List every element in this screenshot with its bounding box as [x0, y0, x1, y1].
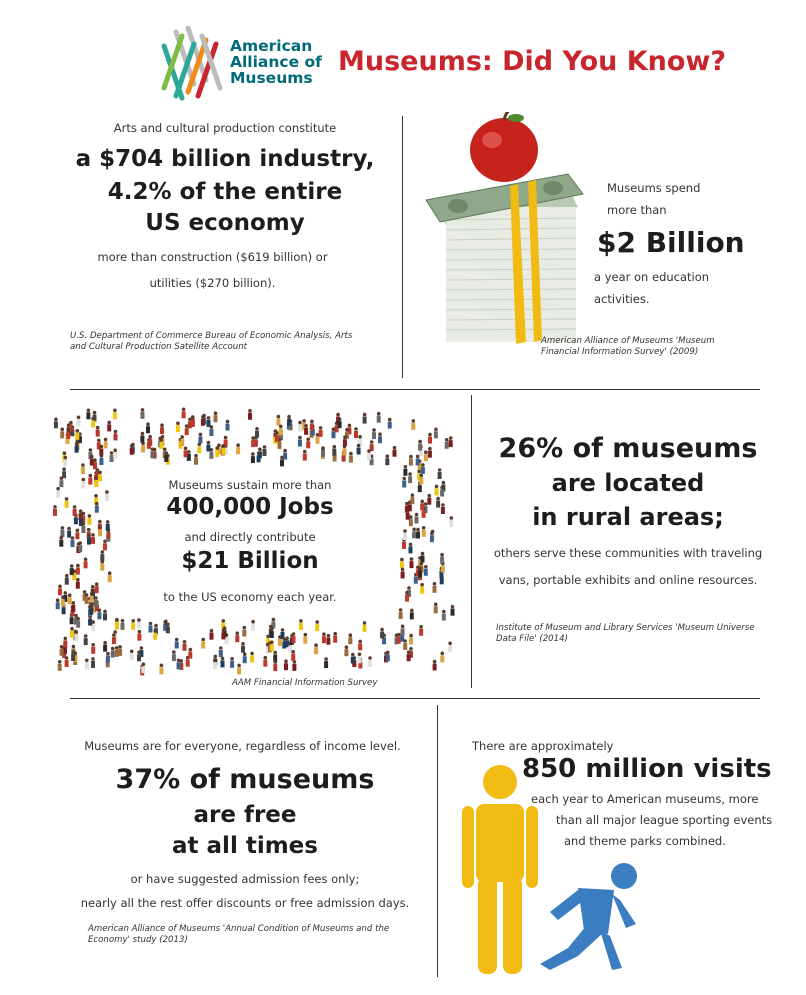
s5-citation	[88, 924, 389, 946]
s2-cite2: Financial Information Survey' (2009)	[541, 347, 699, 357]
s2-line1: Museums spend	[607, 181, 701, 195]
s6-intro: There are approximately	[472, 739, 614, 753]
s5-cite1: American Alliance of Museums 'Annual Condition of Museums and the	[88, 924, 390, 934]
s4-big2: are located	[551, 469, 705, 497]
org-line1: American	[230, 37, 313, 55]
s1-detail2: utilities ($270 billion).	[149, 276, 276, 290]
s3-line3: to the US economy each year.	[163, 590, 337, 604]
divider-v3	[437, 705, 438, 977]
s3-cite: AAM Financial Information Survey	[232, 678, 378, 688]
divider-h2	[70, 698, 760, 699]
page-title: Museums: Did You Know?	[338, 46, 727, 77]
divider-h1	[70, 389, 760, 390]
s4-line2: vans, portable exhibits and online resources.	[498, 573, 758, 587]
s3-big1: 400,000 Jobs	[166, 494, 334, 520]
money-stack-icon	[418, 112, 598, 352]
aam-logo-icon	[158, 26, 228, 102]
s1-big1: a $704 billion industry,	[75, 146, 375, 172]
s4-cite2: Data File' (2014)	[496, 634, 568, 644]
s2-line4: activities.	[594, 292, 650, 306]
s4-big3: in rural areas;	[532, 503, 724, 531]
org-line2: Alliance of	[230, 53, 322, 71]
org-line3: Museums	[230, 69, 313, 87]
org-name	[230, 38, 322, 86]
s1-big2: 4.2% of the entire	[107, 179, 343, 205]
s4-citation	[496, 623, 755, 645]
s1-cite1: U.S. Department of Commerce Bureau of Economic Analysis, Arts	[70, 331, 353, 341]
s5-big2: are free	[193, 802, 297, 828]
s1-big3: US economy	[145, 210, 305, 236]
s5-big1: 37% of museums	[115, 764, 375, 795]
s6-big: 850 million visits	[522, 754, 772, 784]
s3-big2: $21 Billion	[181, 548, 319, 574]
s6-line1: each year to American museums, more	[531, 792, 759, 806]
running-person-icon	[538, 860, 643, 972]
s2-line2: more than	[607, 203, 667, 217]
s1-detail1: more than construction ($619 billion) or	[97, 250, 328, 264]
s1-intro: Arts and cultural production constitute	[113, 121, 337, 135]
divider-v2	[471, 395, 472, 688]
s6-line2: than all major league sporting events	[556, 813, 773, 827]
s3-line1: Museums sustain more than	[168, 478, 332, 492]
s6-line3: and theme parks combined.	[564, 834, 726, 848]
s4-big1: 26% of museums	[498, 433, 758, 464]
s2-line3: a year on education	[594, 270, 710, 284]
s5-line2: nearly all the rest offer discounts or free admission days.	[80, 896, 410, 910]
s2-big: $2 Billion	[597, 226, 745, 259]
s5-cite2: Economy' study (2013)	[88, 935, 188, 945]
s1-citation	[70, 331, 352, 353]
s2-cite1: American Alliance of Museums 'Museum	[541, 336, 715, 346]
s4-line1: others serve these communities with traveling	[493, 546, 763, 560]
s1-cite2: and Cultural Production Satellite Account	[70, 342, 248, 352]
standing-person-icon	[460, 764, 540, 976]
logo-area	[158, 26, 228, 102]
s3-line2: and directly contribute	[184, 530, 316, 544]
s5-intro: Museums are for everyone, regardless of income level.	[84, 739, 401, 753]
s2-citation	[541, 336, 715, 358]
s5-big3: at all times	[172, 833, 318, 859]
s5-line1: or have suggested admission fees only;	[130, 872, 360, 886]
s4-cite1: Institute of Museum and Library Services 'Museum Universe	[496, 623, 755, 633]
apple-icon	[470, 112, 538, 182]
